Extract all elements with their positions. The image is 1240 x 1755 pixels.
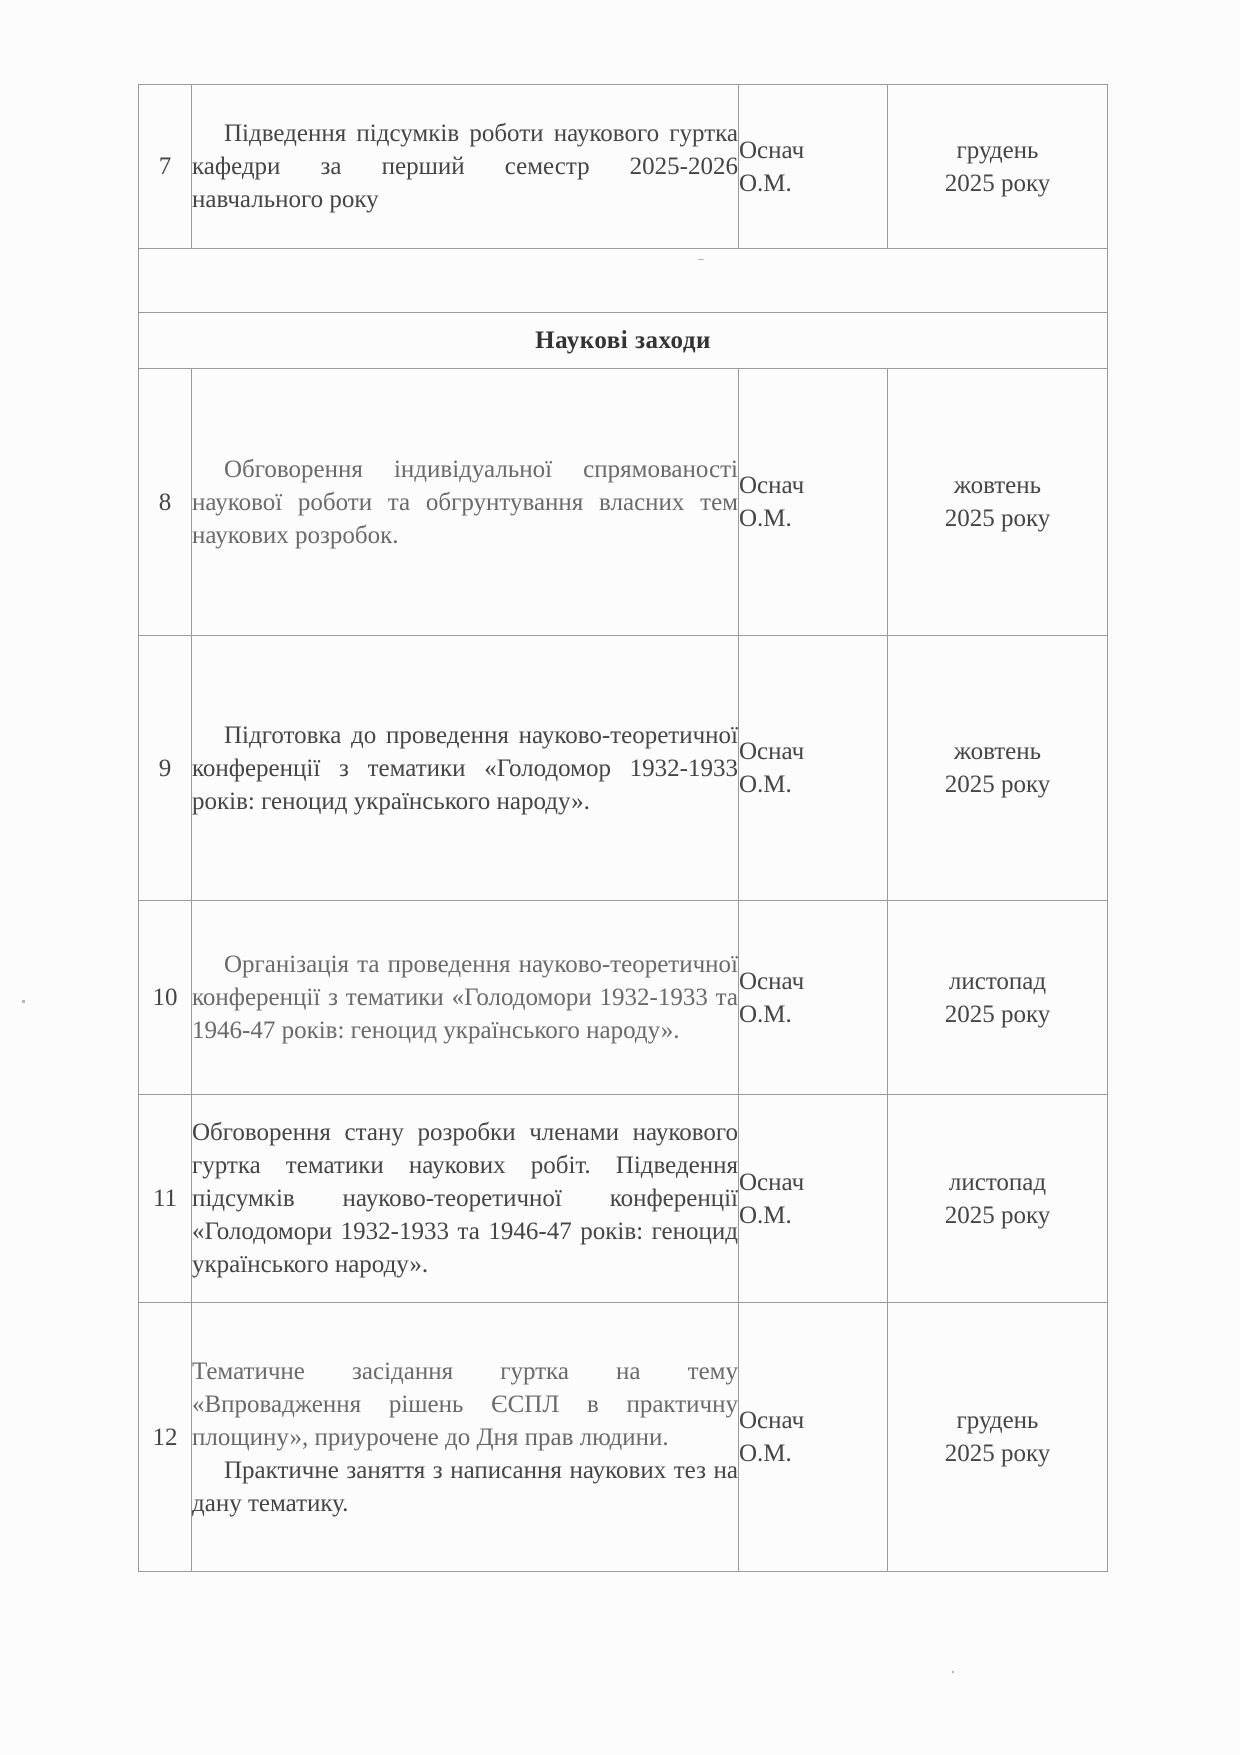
responsible-person: [739, 1303, 888, 1572]
table-row: [139, 369, 1108, 636]
table-row: [139, 1095, 1108, 1303]
due-month: грудень: [956, 136, 1039, 164]
empty-cell: [139, 249, 1108, 313]
scan-speck: [22, 1000, 25, 1003]
table-row: [139, 901, 1108, 1095]
due-year: 2025 року: [944, 1201, 1051, 1229]
row-number: 11: [139, 1095, 192, 1303]
activity-paragraph: Обговорення індивідуальної спрямованості наукової роботи та обгрунтування власних тем наукових розробок.: [192, 455, 738, 549]
responsible-surname: Оснач: [739, 967, 805, 995]
activity-description: [192, 1303, 739, 1572]
row-number: 7: [139, 85, 192, 249]
responsible-surname: Оснач: [739, 1168, 805, 1196]
section-title: Наукові заходи: [139, 313, 1108, 369]
responsible-person: [739, 636, 888, 901]
due-date: [888, 369, 1108, 636]
responsible-surname: Оснач: [739, 738, 805, 765]
responsible-initials: О.М.: [739, 1201, 792, 1229]
plan-table: [138, 84, 1108, 1572]
activity-paragraph: Підведення підсумків роботи наукового гуртка кафедри за перший семестр 2025-2026 навчального року: [192, 120, 738, 213]
scan-speck: [952, 1671, 954, 1673]
responsible-initials: О.М.: [739, 1000, 792, 1028]
responsible-person: [739, 369, 888, 636]
responsible-person: [739, 1095, 888, 1303]
due-year: 2025 року: [944, 1000, 1051, 1028]
activity-paragraph: Організація та проведення науково-теоретичної конференції з тематики «Голодомори 1932-1933 та 1946-47 років: геноцид українського народу».: [192, 951, 738, 1044]
due-month: листопад: [948, 967, 1047, 995]
due-date: [888, 1303, 1108, 1572]
due-month: грудень: [956, 1407, 1039, 1434]
activity-description: [192, 1095, 739, 1303]
responsible-initials: О.М.: [739, 169, 792, 197]
responsible-surname: Оснач: [739, 1407, 805, 1434]
responsible-initials: О.М.: [739, 1440, 792, 1467]
responsible-surname: Оснач: [739, 472, 805, 499]
table-row: [139, 1303, 1108, 1572]
responsible-person: [739, 901, 888, 1095]
due-year: 2025 року: [944, 169, 1051, 197]
due-year: 2025 року: [944, 505, 1051, 532]
scan-speck: [698, 259, 704, 260]
table-row: [139, 636, 1108, 901]
activity-paragraph: Тематичне засідання гуртка на тему «Впровадження рішень ЄСПЛ в практичну площину», приурочене до Дня прав людини.: [192, 1357, 738, 1451]
due-month: жовтень: [953, 472, 1042, 499]
table-row: [139, 85, 1108, 249]
row-number: 10: [139, 901, 192, 1095]
activity-paragraph: Підготовка до проведення науково-теоретичної конференції з тематики «Голодомор 1932-1933 років: геноцид українського народу».: [192, 721, 738, 815]
activity-description: [192, 85, 739, 249]
due-year: 2025 року: [944, 1440, 1051, 1467]
section-header-row: [139, 313, 1108, 369]
activity-paragraph: Обговорення стану розробки членами наукового гуртка тематики наукових робіт. Підведення підсумків науково-теоретичної конференції «Голодомори 1932-1933 та 1946-47 років: геноцид українського народу».: [192, 1119, 738, 1278]
responsible-surname: Оснач: [739, 136, 805, 164]
due-date: [888, 636, 1108, 901]
due-date: [888, 85, 1108, 249]
due-date: [888, 1095, 1108, 1303]
due-month: листопад: [948, 1168, 1047, 1196]
responsible-initials: О.М.: [739, 505, 792, 532]
row-number: 8: [139, 369, 192, 636]
activity-description: [192, 901, 739, 1095]
responsible-person: [739, 85, 888, 249]
activity-description: [192, 636, 739, 901]
activity-description: [192, 369, 739, 636]
activity-paragraph: Практичне заняття з написання наукових тез на дану тематику.: [192, 1456, 738, 1517]
empty-row: [139, 249, 1108, 313]
due-year: 2025 року: [944, 771, 1051, 798]
responsible-initials: О.М.: [739, 771, 792, 798]
row-number: 9: [139, 636, 192, 901]
row-number: 12: [139, 1303, 192, 1572]
due-month: жовтень: [953, 738, 1042, 765]
due-date: [888, 901, 1108, 1095]
